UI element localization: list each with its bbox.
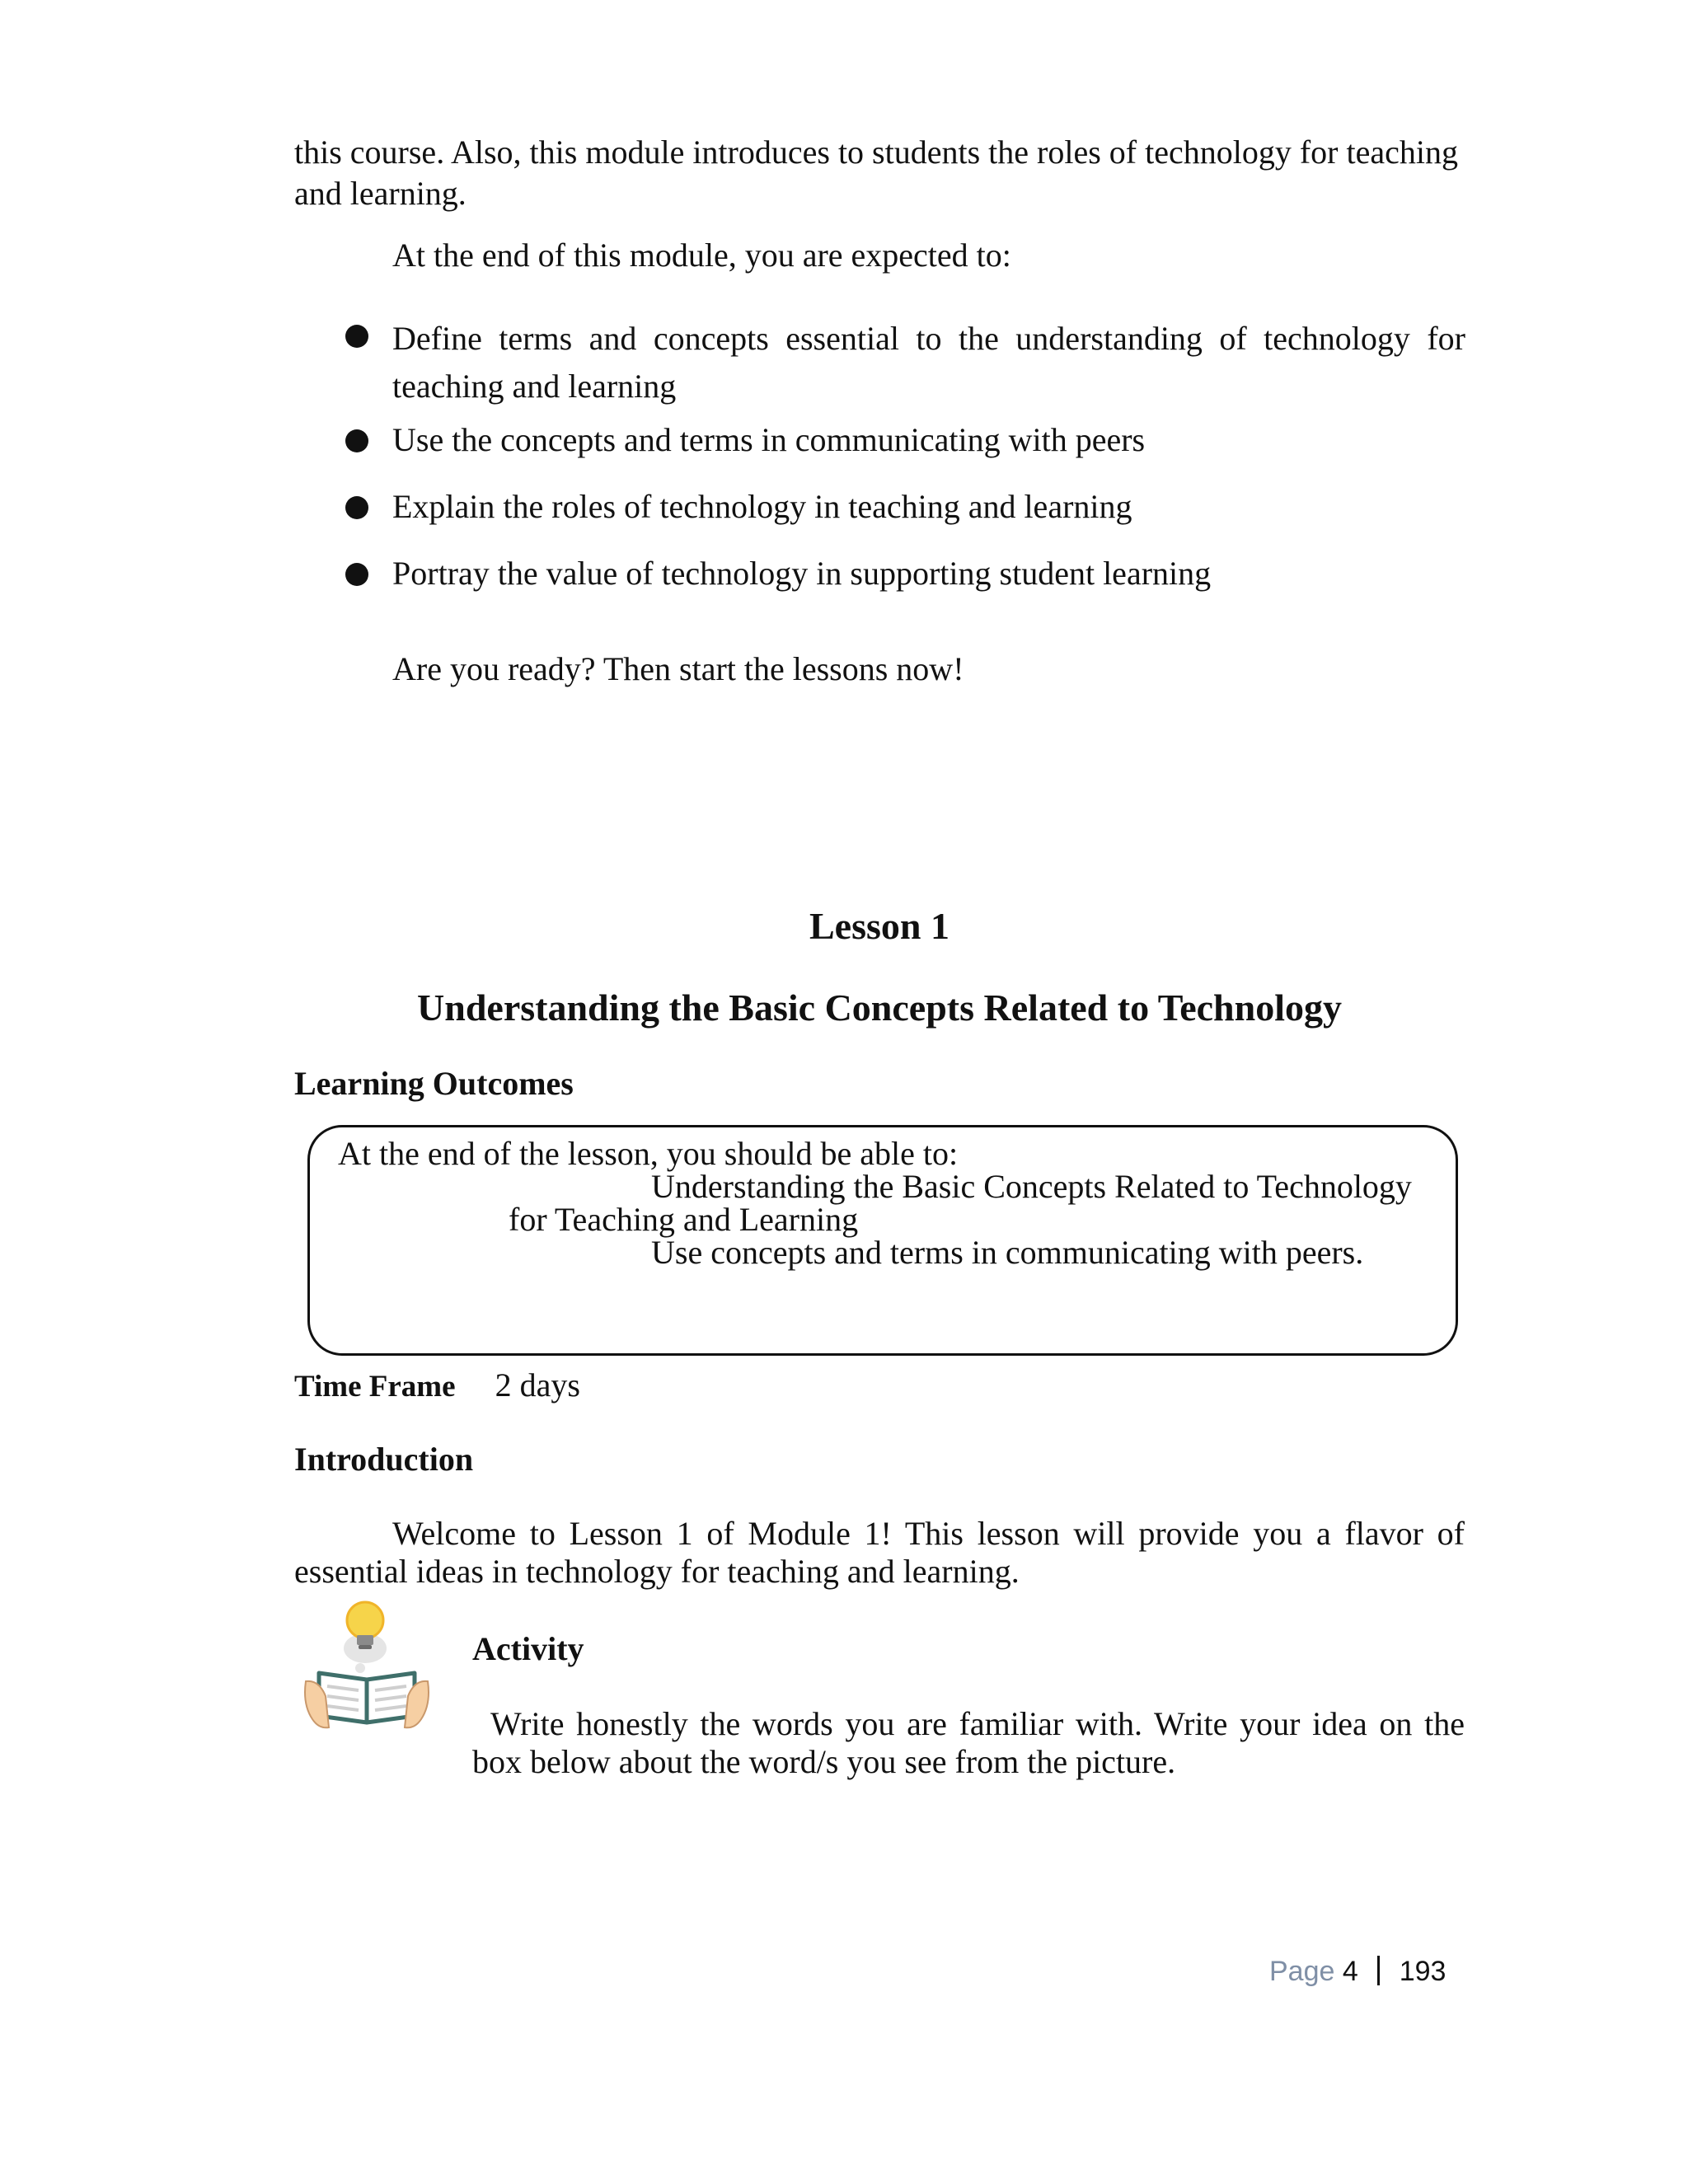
page-number: 4 <box>1342 1956 1358 1987</box>
bullet-dot-icon <box>345 325 368 348</box>
time-frame-label: Time Frame <box>294 1370 456 1404</box>
intro-continuation-paragraph <box>294 132 1465 214</box>
time-frame-row <box>294 1365 580 1408</box>
outcome-item-text: Understanding the Basic Concepts Related to Technology <box>651 1168 1412 1205</box>
module-expectations-lead: At the end of this module, you are expected to: <box>392 237 1011 274</box>
time-frame-value: 2 days <box>495 1366 580 1404</box>
bullet-dot-icon <box>345 496 368 519</box>
activity-reading-icon <box>301 1597 441 1737</box>
lesson-number-heading: Lesson 1 <box>809 905 950 947</box>
introduction-heading: Introduction <box>294 1441 474 1478</box>
learning-outcomes-heading: Learning Outcomes <box>294 1065 574 1102</box>
outcome-item-text-continued: for Teaching and Learning <box>509 1201 859 1238</box>
ready-prompt: Are you ready? Then start the lessons now! <box>392 650 964 687</box>
objective-text: Use the concepts and terms in communicating with peers <box>392 421 1146 458</box>
introduction-paragraph: Welcome to Lesson 1 of Module 1! This lesson will provide you a flavor of essential ideas in technology for teaching and learning. <box>294 1515 1465 1590</box>
objective-text: Explain the roles of technology in teaching and learning <box>392 488 1132 525</box>
page-word: Page <box>1269 1956 1335 1987</box>
page-footer <box>1269 1955 1446 1988</box>
outcomes-box-lead: At the end of the lesson, you should be able to: <box>338 1135 959 1172</box>
page-separator <box>1377 1956 1380 1985</box>
bullet-dot-icon <box>345 563 368 586</box>
reading-book-lightbulb-icon <box>301 1597 441 1737</box>
lesson-title: Understanding the Basic Concepts Related to Technology <box>417 987 1342 1029</box>
objective-text: Portray the value of technology in supporting student learning <box>392 555 1212 592</box>
objective-text: Define terms and concepts essential to the understanding of technology for teaching and learning <box>392 320 1465 405</box>
activity-heading: Activity <box>472 1630 584 1667</box>
total-pages: 193 <box>1399 1956 1447 1987</box>
bullet-dot-icon <box>345 429 368 452</box>
intro-continuation-text: this course. Also, this module introduces to students the roles of technology for teaching and learning. <box>294 134 1458 212</box>
activity-instructions: Write honestly the words you are familiar with. Write your idea on the box below about the word/s you see from the picture. <box>472 1705 1465 1780</box>
outcome-item-text: Use concepts and terms in communicating with peers. <box>651 1234 1364 1271</box>
